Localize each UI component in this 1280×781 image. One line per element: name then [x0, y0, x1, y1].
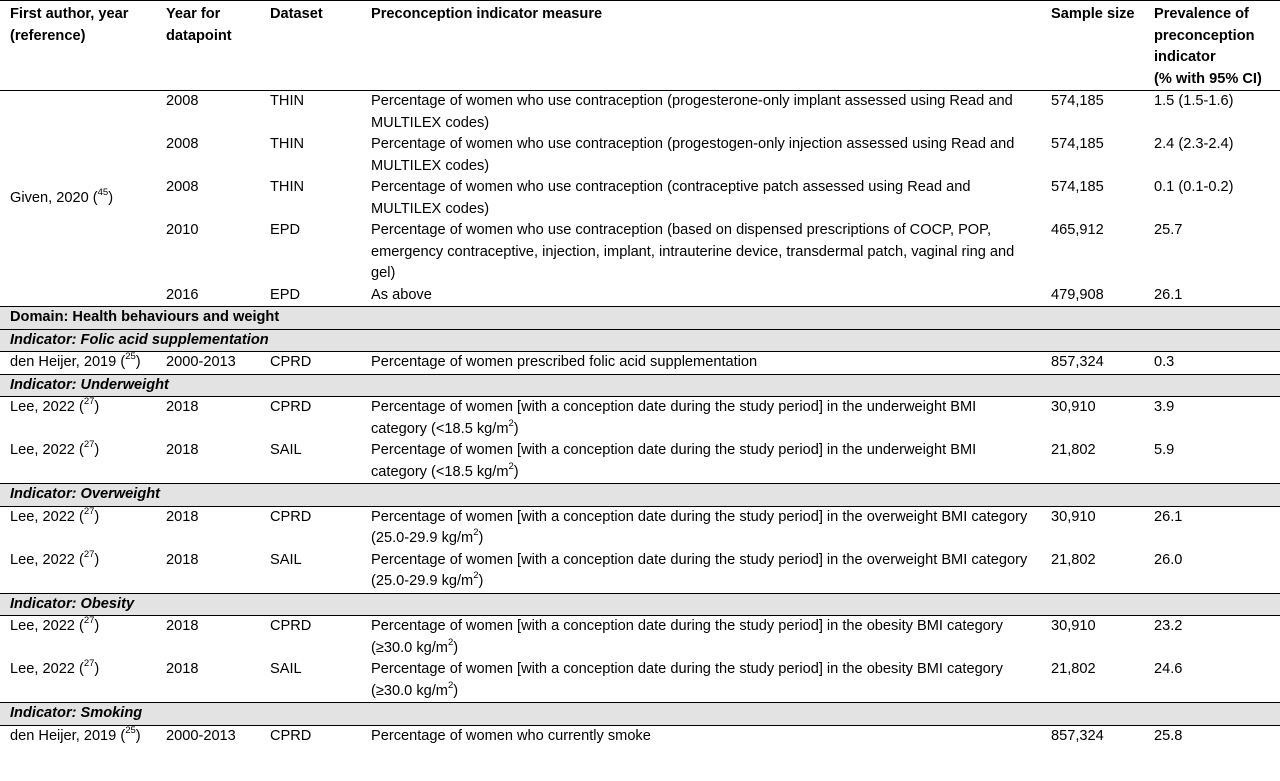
year-cell: 2018: [166, 618, 199, 634]
measure-close: ): [453, 639, 459, 656]
author-paren: ): [94, 661, 100, 677]
measure-close: ): [453, 682, 459, 699]
measure-cell: [361, 397, 1041, 441]
author-paren: ): [94, 551, 100, 568]
measure-cell: Percentage of women who use contraception (progesterone-only implant assessed using Read and MULTILEX codes): [371, 93, 1013, 131]
author-name: Lee, 2022 (: [10, 399, 84, 415]
measure-close: ): [478, 573, 484, 589]
table-row: [0, 440, 1280, 484]
dataset-cell: CPRD: [270, 508, 312, 525]
prevalence-cell: 26.1: [1154, 508, 1183, 525]
author-name: Lee, 2022 (: [10, 508, 84, 525]
measure-cell: Percentage of women who use contraception (based on dispensed prescriptions of COCP, POP, emergency contraceptive, injection, implant, intrauterine device, transdermal patch, vaginal ring and gel): [371, 222, 1015, 281]
prevalence-cell: 1.5 (1.5-1.6): [1154, 93, 1234, 109]
prevalence-cell: 23.2: [1154, 618, 1183, 634]
author-paren: ): [135, 354, 141, 370]
table-row: [0, 506, 1280, 550]
year-cell: 2008: [166, 136, 199, 152]
sample-cell: 30,910: [1051, 508, 1096, 525]
author-cell: [0, 550, 156, 594]
prevalence-cell: 25.8: [1154, 727, 1183, 744]
year-cell: 2016: [166, 286, 199, 303]
indicator-row-obesity: [0, 593, 1280, 616]
year-cell: 2018: [166, 508, 199, 525]
sample-cell: 30,910: [1051, 618, 1096, 634]
prevalence-cell: 26.1: [1154, 286, 1183, 303]
author-name: den Heijer, 2019 (: [10, 727, 126, 744]
measure-close: ): [513, 463, 519, 480]
measure-cell: Percentage of women prescribed folic acid supplementation: [371, 354, 758, 370]
year-cell: 2018: [166, 399, 199, 415]
indicator-row-folic: [0, 329, 1280, 352]
author-paren: ): [94, 508, 100, 525]
prevalence-label: Prevalence of preconception indicator: [1154, 6, 1255, 65]
author-paren: ): [94, 442, 100, 458]
measure-cell: [361, 550, 1041, 594]
domain-heading: Domain: Health behaviours and weight: [0, 307, 1280, 330]
author-name: Lee, 2022 (: [10, 661, 84, 677]
sample-cell: 574,185: [1051, 179, 1104, 195]
sample-cell: 857,324: [1051, 727, 1104, 744]
indicator-heading: Indicator: Smoking: [0, 703, 1280, 726]
superscript: 2: [473, 527, 479, 539]
sample-cell: 857,324: [1051, 354, 1104, 370]
header-row: [0, 1, 1280, 91]
table-row: [0, 91, 1280, 135]
measure-cell: As above: [371, 286, 432, 303]
col-header-dataset: Dataset: [260, 1, 361, 91]
table-row: [0, 352, 1280, 375]
measure-cell: Percentage of women who use contraception (progestogen-only injection assessed using Read and MULTILEX codes): [371, 136, 1015, 174]
sample-cell: 21,802: [1051, 661, 1096, 677]
dataset-cell: SAIL: [270, 661, 302, 677]
measure-close: ): [478, 530, 484, 546]
indicator-row-underweight: [0, 374, 1280, 397]
author-paren: ): [94, 399, 100, 415]
indicator-heading: Indicator: Folic acid supplementation: [0, 329, 1280, 352]
author-name: Lee, 2022 (: [10, 618, 84, 634]
sample-cell: 21,802: [1051, 442, 1096, 458]
reference-number: 27: [83, 396, 95, 408]
author-cell-given: [0, 91, 156, 307]
indicator-row-smoking: [0, 703, 1280, 726]
dataset-cell: SAIL: [270, 442, 302, 458]
author-cell: [0, 659, 156, 703]
author-name: den Heijer, 2019 (: [10, 354, 126, 370]
year-cell: 2018: [166, 442, 199, 458]
year-cell: 2008: [166, 179, 199, 195]
measure-close: ): [513, 420, 519, 437]
domain-row: [0, 307, 1280, 330]
measure-text: Percentage of women [with a conception date during the study period] in the underweight BMI category (<18.5 kg/m: [371, 399, 977, 437]
table-row: [0, 177, 1280, 220]
dataset-cell: THIN: [270, 93, 305, 109]
dataset-cell: CPRD: [270, 727, 312, 744]
prevalence-cell: 25.7: [1154, 222, 1183, 238]
col-header-year: Year for datapoint: [156, 1, 260, 91]
superscript: 2: [508, 417, 514, 429]
table-row: [0, 725, 1280, 747]
author-name: Lee, 2022 (: [10, 442, 84, 458]
dataset-cell: THIN: [270, 179, 305, 195]
dataset-cell: CPRD: [270, 399, 312, 415]
col-header-prevalence: [1144, 1, 1280, 91]
reference-number: 27: [83, 505, 95, 517]
author-name: Lee, 2022 (: [10, 551, 84, 568]
prevalence-cell: 0.3: [1154, 354, 1175, 370]
table-row: [0, 285, 1280, 307]
dataset-cell: EPD: [270, 222, 301, 238]
year-cell: 2010: [166, 222, 199, 238]
table-row: [0, 659, 1280, 703]
superscript: 2: [447, 679, 454, 691]
prevalence-cell: 0.1 (0.1-0.2): [1154, 179, 1234, 195]
col-header-author: First author, year (reference): [0, 1, 156, 91]
prevalence-cell: 3.9: [1154, 399, 1175, 415]
indicator-row-overweight: [0, 484, 1280, 507]
author-cell: [0, 397, 156, 441]
reference-number: 27: [83, 658, 95, 670]
superscript: 2: [508, 460, 514, 472]
author-name: Given, 2020 (: [10, 189, 98, 206]
superscript: 2: [447, 636, 454, 648]
reference-number: 27: [83, 548, 95, 560]
author-paren: ): [94, 618, 100, 634]
sample-cell: 465,912: [1051, 222, 1104, 238]
year-cell: 2000-2013: [166, 727, 236, 744]
indicator-heading: Indicator: Obesity: [0, 593, 1280, 616]
year-cell: 2000-2013: [166, 354, 236, 370]
measure-cell: [361, 659, 1041, 703]
dataset-cell: EPD: [270, 286, 301, 303]
prevalence-cell: 26.0: [1154, 551, 1183, 568]
author-paren: ): [135, 727, 141, 744]
prevalence-cell: 2.4 (2.3-2.4): [1154, 136, 1234, 152]
year-cell: 2018: [166, 551, 199, 568]
table-row: [0, 134, 1280, 177]
dataset-cell: SAIL: [270, 551, 302, 568]
measure-cell: [361, 506, 1041, 550]
sample-cell: 21,802: [1051, 551, 1096, 568]
reference-number: 45: [97, 186, 109, 198]
table-row: [0, 220, 1280, 285]
prevalence-cell: 5.9: [1154, 442, 1175, 458]
measure-text: Percentage of women [with a conception date during the study period] in the obesity BMI category (≥30.0 kg/m: [371, 661, 1003, 699]
measure-cell: [361, 440, 1041, 484]
reference-number: 25: [125, 724, 136, 736]
sample-cell: 574,185: [1051, 136, 1104, 152]
reference-number: 27: [83, 615, 95, 627]
measure-cell: [361, 616, 1041, 660]
dataset-cell: CPRD: [270, 618, 312, 634]
dataset-cell: CPRD: [270, 354, 312, 370]
table-row: [0, 397, 1280, 441]
author-cell: [0, 506, 156, 550]
measure-text: Percentage of women [with a conception date during the study period] in the overweight BMI category (25.0-29.9 kg/m: [371, 551, 1028, 589]
indicator-heading: Indicator: Overweight: [0, 484, 1280, 507]
author-cell: [0, 725, 156, 747]
year-cell: 2018: [166, 661, 199, 677]
dataset-cell: THIN: [270, 136, 305, 152]
measure-text: Percentage of women [with a conception date during the study period] in the underweight BMI category (<18.5 kg/m: [371, 442, 977, 480]
year-cell: 2008: [166, 93, 199, 109]
sample-cell: 30,910: [1051, 399, 1096, 415]
table-row: [0, 550, 1280, 594]
author-cell: [0, 616, 156, 660]
measure-text: Percentage of women [with a conception date during the study period] in the obesity BMI category (≥30.0 kg/m: [371, 618, 1003, 656]
sample-cell: 479,908: [1051, 286, 1104, 303]
reference-number: 25: [125, 351, 136, 363]
col-header-sample: Sample size: [1041, 1, 1144, 91]
sample-cell: 574,185: [1051, 93, 1104, 109]
measure-cell: Percentage of women who currently smoke: [371, 727, 651, 744]
reference-number: 27: [83, 439, 95, 451]
prevalence-cell: 24.6: [1154, 661, 1183, 677]
measure-cell: Percentage of women who use contraception (contraceptive patch assessed using Read and MULTILEX codes): [371, 179, 971, 217]
col-header-measure: Preconception indicator measure: [361, 1, 1041, 91]
measure-text: Percentage of women [with a conception date during the study period] in the overweight BMI category (25.0-29.9 kg/m: [371, 508, 1028, 546]
indicator-heading: Indicator: Underweight: [0, 374, 1280, 397]
author-paren: ): [108, 189, 114, 206]
prevalence-ci-label: (% with 95% CI): [1154, 70, 1262, 87]
superscript: 2: [473, 570, 479, 582]
table-row: [0, 616, 1280, 660]
author-cell: [0, 352, 156, 375]
author-cell: [0, 440, 156, 484]
